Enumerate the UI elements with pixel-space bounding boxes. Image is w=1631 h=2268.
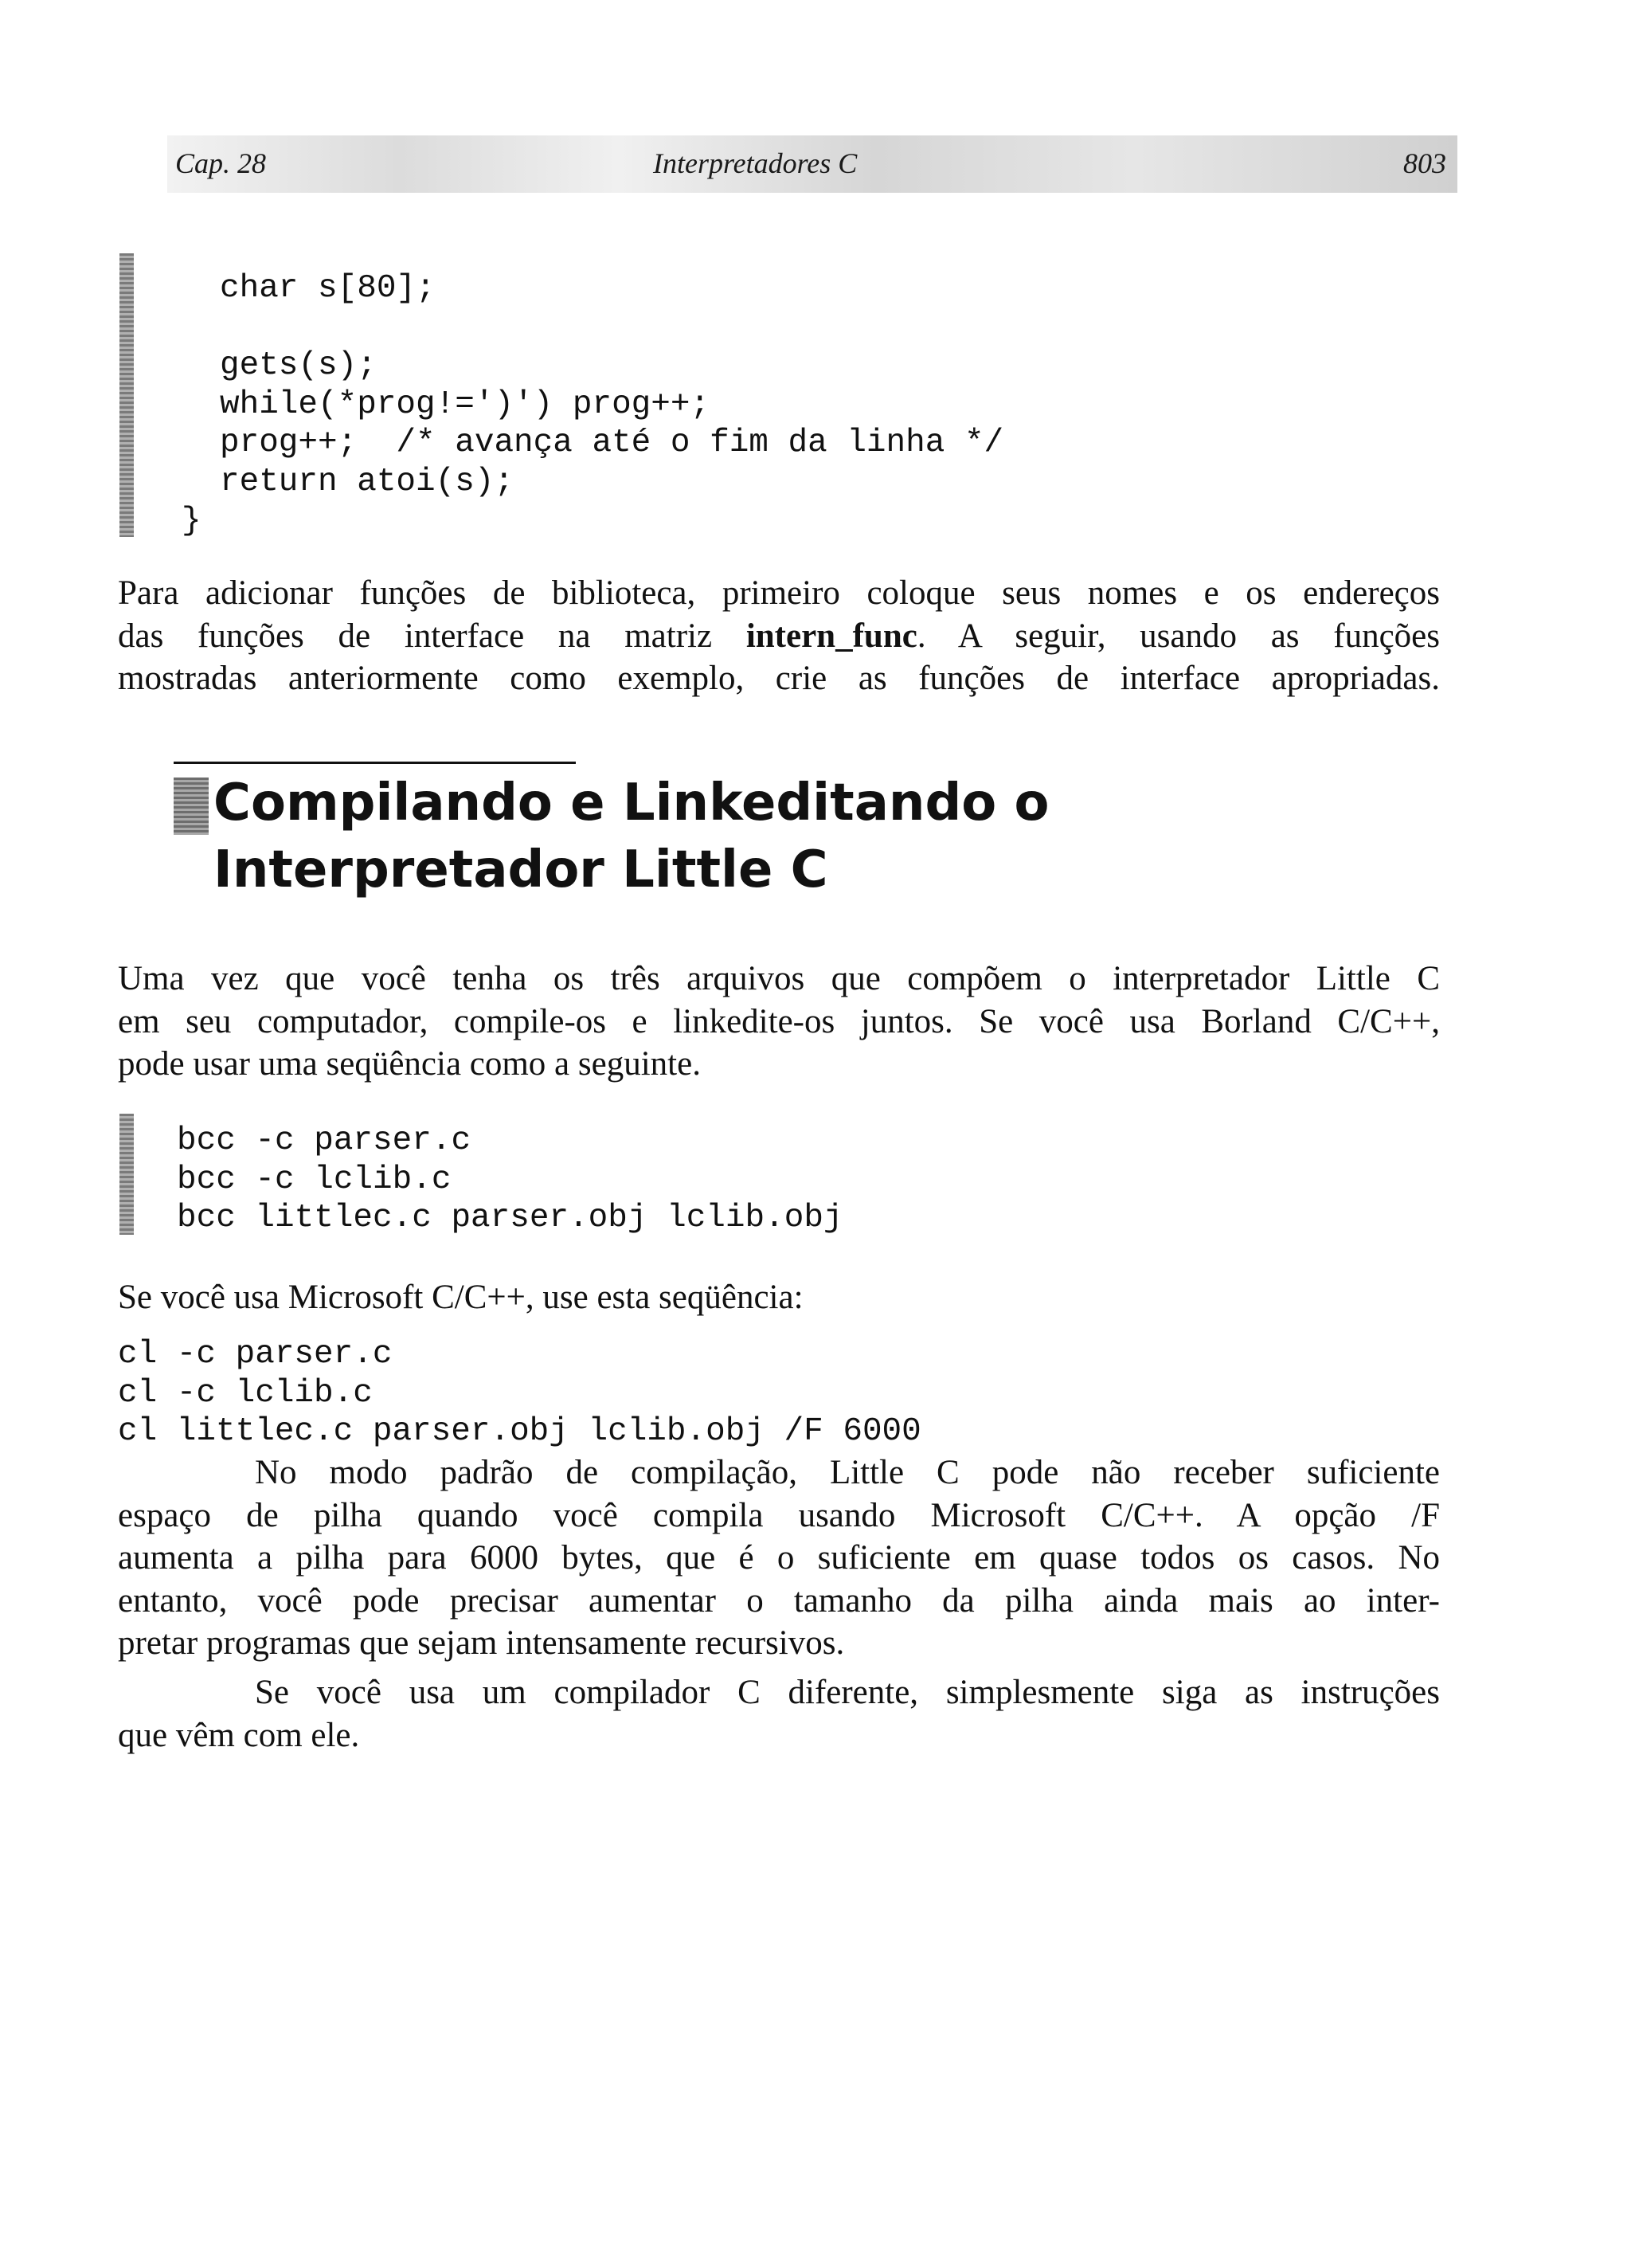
text-line: Se você usa Microsoft C/C++, use esta seqüência:: [118, 1279, 804, 1316]
text-line: mostradas anteriormente como exemplo, crie as funções de interface apropriadas.: [118, 660, 1440, 697]
code-line: bcc -c parser.c: [177, 1122, 471, 1159]
text-line: pode usar uma seqüência como a seguinte.: [118, 1045, 701, 1083]
code-line: cl littlec.c parser.obj lclib.obj /F 6000: [118, 1413, 921, 1451]
text-line: espaço de pilha quando você compila usando Microsoft C/C++. A opção /F: [118, 1496, 1440, 1534]
text-line: entanto, você pode precisar aumentar o tamanho da pilha ainda mais ao inter-: [118, 1581, 1440, 1620]
code-line: bcc -c lclib.c: [177, 1161, 452, 1198]
code-line: cl -c parser.c: [118, 1336, 393, 1373]
section-rule: [174, 762, 576, 764]
code-line: cl -c lclib.c: [118, 1374, 373, 1412]
text-line: pretar programas que sejam intensamente recursivos.: [118, 1624, 845, 1662]
code-block-1: [220, 269, 1003, 502]
intern-func-term: intern_func: [745, 617, 917, 655]
code-line: prog++; /* avança até o fim da linha */: [220, 425, 1004, 462]
code-line: }: [182, 503, 201, 539]
code-margin-bar: [119, 253, 134, 537]
text-line: No modo padrão de compilação, Little C pode não receber suficiente: [255, 1454, 1440, 1491]
running-header: [167, 135, 1457, 193]
code-closing-brace: [182, 502, 201, 541]
text-line: que vêm com ele.: [118, 1716, 360, 1754]
code-block-microsoft: [118, 1335, 921, 1451]
chapter-label: Cap. 28: [175, 147, 267, 179]
code-line: char s[80];: [220, 270, 436, 307]
text-line: aumenta a pilha para 6000 bytes, que é o suficiente em quase todos os casos. No: [118, 1539, 1440, 1577]
code-line: bcc littlec.c parser.obj lclib.obj: [177, 1200, 843, 1237]
paragraph-stack-space: [118, 1451, 1440, 1665]
code-margin-bar: [119, 1114, 134, 1235]
code-line: while(*prog!=')') prog++;: [220, 386, 710, 423]
text-line: Se você usa um compilador C diferente, simplesmente siga as instruções: [255, 1674, 1440, 1711]
text-line: em seu computador, compile-os e linkedite-os juntos. Se você usa Borland C/C++,: [118, 1002, 1440, 1040]
section-title: Compilando e Linkeditando o Interpretador Little C: [213, 774, 1050, 899]
paragraph-other-compiler: [118, 1671, 1440, 1757]
code-line: gets(s);: [220, 347, 377, 385]
code-block-borland: [177, 1122, 843, 1238]
text-line: Uma vez que você tenha os três arquivos que compõem o interpretador Little C: [118, 960, 1440, 997]
text-line: das funções de interface na matriz intern_func. A seguir, usando as funções: [118, 617, 1440, 655]
code-line: [220, 308, 1003, 347]
chapter-title: Interpretadores C: [653, 147, 858, 179]
page-number: 803: [1403, 147, 1446, 179]
code-line: return atoi(s);: [220, 463, 514, 500]
section-marker: [174, 778, 209, 835]
paragraph-compile-intro: [118, 958, 1440, 1086]
paragraph-microsoft: [118, 1276, 1440, 1319]
paragraph-library-functions: [118, 572, 1440, 700]
text-line: Para adicionar funções de biblioteca, primeiro coloque seus nomes e os endereços: [118, 574, 1440, 612]
